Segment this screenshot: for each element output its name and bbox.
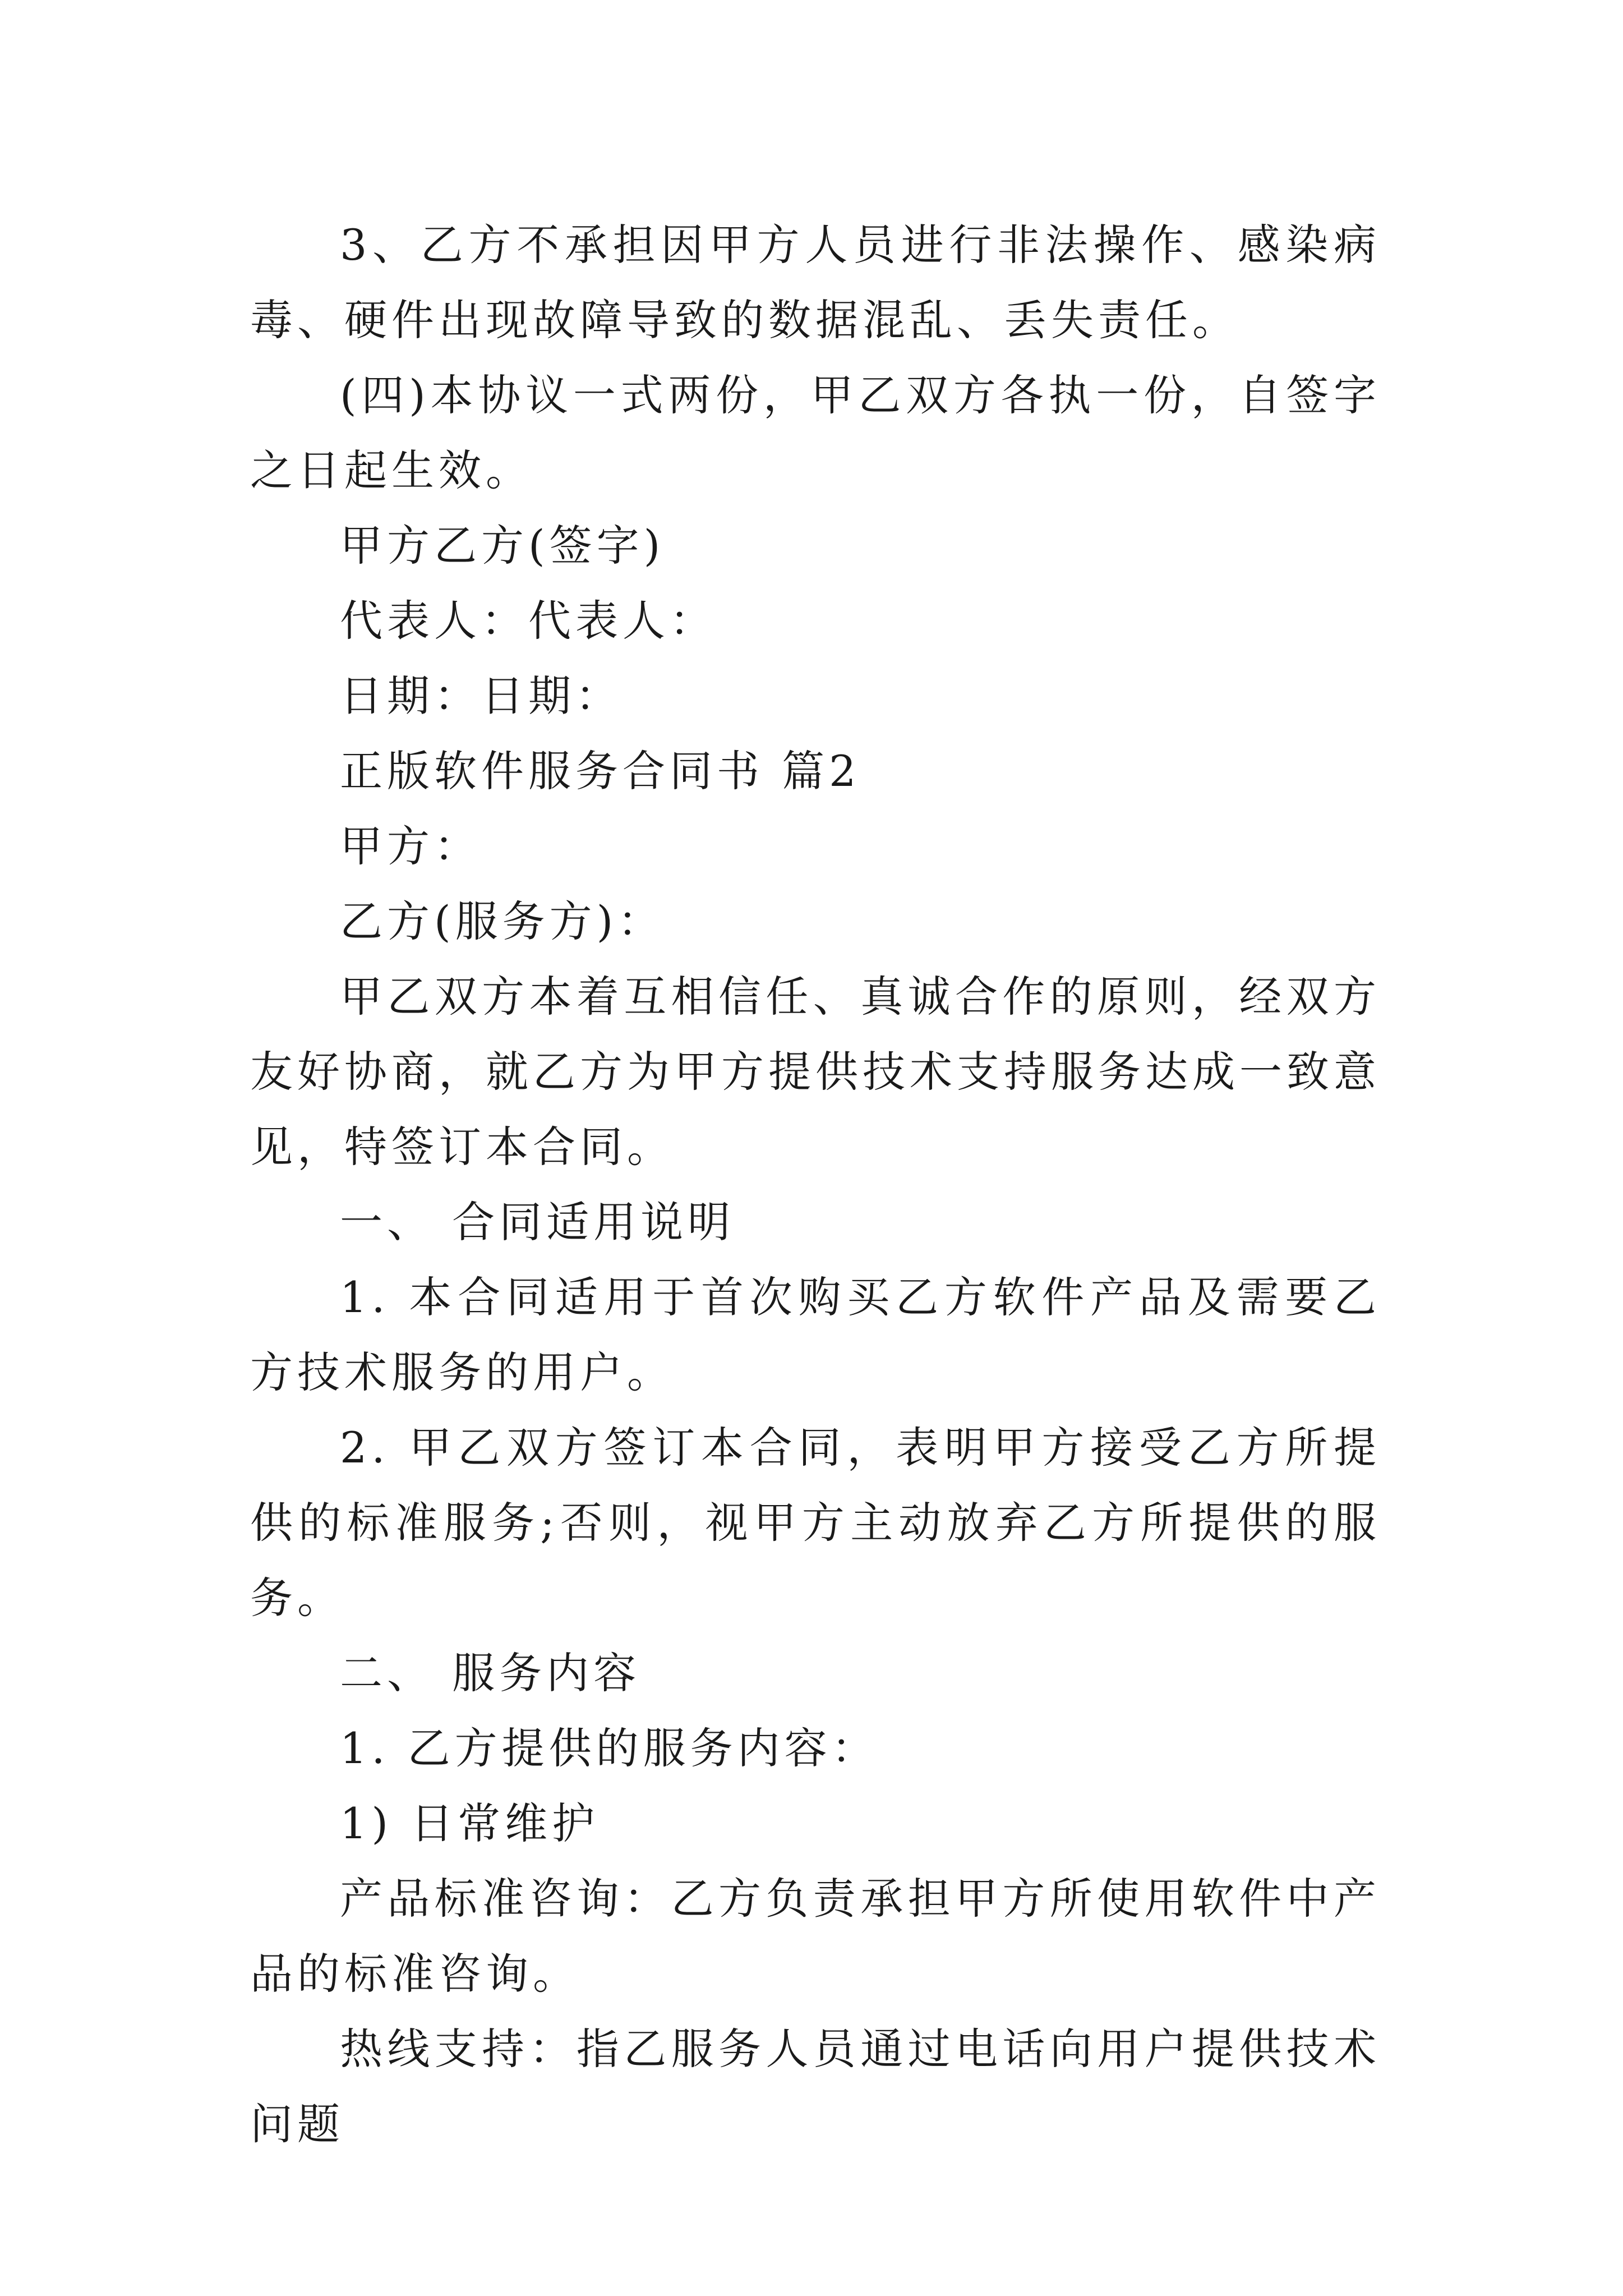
- signature-parties-line: 甲方乙方(签字): [340, 521, 665, 570]
- heading-applicability: 一、 合同适用说明: [340, 1197, 735, 1247]
- paragraph-clause-4: (四)本协议一式两份，甲乙双方各执一份，自签字之日起生效。: [250, 370, 1381, 495]
- paragraph-daily-maintenance: 1) 日常维护: [340, 1798, 600, 1848]
- paragraph-clause-3: 3、乙方不承担因甲方人员进行非法操作、感染病毒、硬件出现故障导致的数据混乱、丢失责任。: [250, 220, 1381, 345]
- paragraph-applicability-1: 1. 本合同适用于首次购买乙方软件产品及需要乙方技术服务的用户。: [250, 1272, 1381, 1397]
- paragraph-applicability-2: 2. 甲乙双方签订本合同，表明甲方接受乙方所提供的标准服务;否则，视甲方主动放弃乙方所提供的服务。: [250, 1423, 1381, 1623]
- document-body: [250, 208, 1381, 2162]
- party-a-line: 甲方：: [340, 821, 481, 871]
- representative-line: 代表人：代表人：: [340, 596, 717, 646]
- paragraph-hotline-support: 热线支持：指乙服务人员通过电话向用户提供技术问题: [250, 2024, 1381, 2149]
- paragraph-standard-consulting: 产品标准咨询：乙方负责承担甲方所使用软件中产品的标准咨询。: [250, 1874, 1381, 1999]
- paragraph-service-1: 1. 乙方提供的服务内容：: [340, 1723, 879, 1773]
- section-title: 正版软件服务合同书 篇2: [340, 746, 861, 796]
- heading-service-content: 二、 服务内容: [340, 1648, 641, 1698]
- date-line: 日期：日期：: [340, 671, 623, 721]
- party-b-line: 乙方(服务方)：: [340, 896, 665, 946]
- paragraph-preamble: 甲乙双方本着互相信任、真诚合作的原则，经双方友好协商，就乙方为甲方提供技术支持服务达成一致意见，特签订本合同。: [250, 972, 1381, 1172]
